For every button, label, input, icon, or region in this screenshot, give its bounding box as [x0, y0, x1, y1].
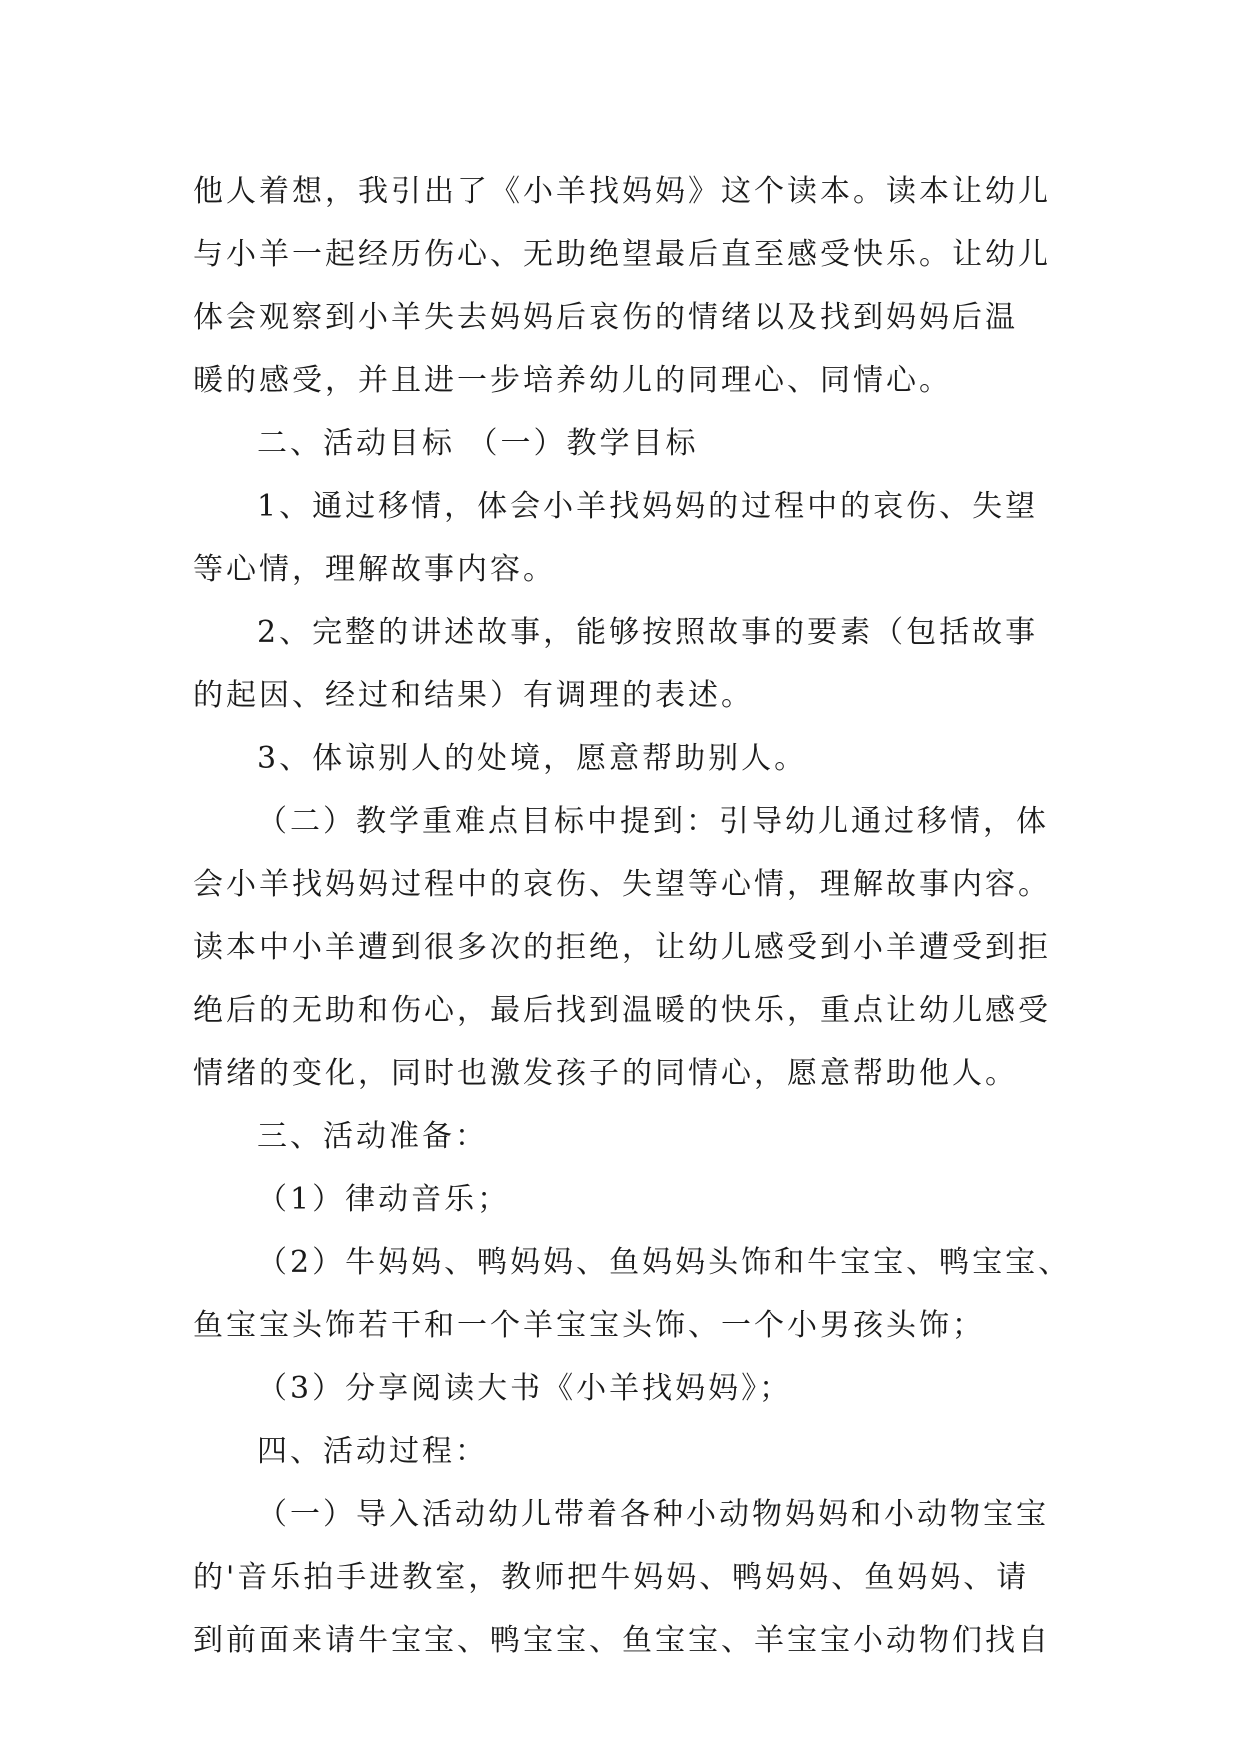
- text-line: 的起因、经过和结果）有调理的表述。: [193, 678, 754, 713]
- text-line: （2）牛妈妈、鸭妈妈、鱼妈妈头饰和牛宝宝、鸭宝宝、: [257, 1245, 1072, 1280]
- text-line: 等心情，理解故事内容。: [193, 552, 556, 587]
- text-line: 与小羊一起经历伤心、无助绝望最后直至感受快乐。让幼儿: [193, 237, 1051, 272]
- text-line: 绝后的无助和伤心，最后找到温暖的快乐，重点让幼儿感受: [193, 993, 1051, 1028]
- text-line: 3、体谅别人的处境，愿意帮助别人。: [257, 741, 808, 776]
- text-line: 情绪的变化，同时也激发孩子的同情心，愿意帮助他人。: [193, 1056, 1018, 1091]
- text-line: 2、完整的讲述故事，能够按照故事的要素（包括故事: [257, 615, 1039, 650]
- text-line: （3）分享阅读大书《小羊找妈妈》；: [257, 1371, 793, 1406]
- text-line: （二）教学重难点目标中提到：引导幼儿通过移情，体: [257, 804, 1049, 839]
- section-heading: 四、活动过程：: [257, 1434, 488, 1469]
- section-heading: 三、活动准备：: [257, 1119, 488, 1154]
- section-heading: 二、活动目标 （一）教学目标: [257, 426, 699, 461]
- text-line: 体会观察到小羊失去妈妈后哀伤的情绪以及找到妈妈后温: [193, 300, 1018, 335]
- text-line: 1、通过移情，体会小羊找妈妈的过程中的哀伤、失望: [257, 489, 1039, 524]
- text-line: 他人着想，我引出了《小羊找妈妈》这个读本。读本让幼儿: [193, 174, 1051, 209]
- text-line: 的'音乐拍手进教室，教师把牛妈妈、鸭妈妈、鱼妈妈、请: [193, 1560, 1030, 1595]
- text-line: （1）律动音乐；: [257, 1182, 511, 1217]
- text-line: （一）导入活动幼儿带着各种小动物妈妈和小动物宝宝: [257, 1497, 1049, 1532]
- document-body: [193, 160, 1072, 1672]
- text-line: 鱼宝宝头饰若干和一个羊宝宝头饰、一个小男孩头饰；: [193, 1308, 985, 1343]
- text-line: 会小羊找妈妈过程中的哀伤、失望等心情，理解故事内容。: [193, 867, 1051, 902]
- text-line: 暖的感受，并且进一步培养幼儿的同理心、同情心。: [193, 363, 952, 398]
- text-line: 到前面来请牛宝宝、鸭宝宝、鱼宝宝、羊宝宝小动物们找自: [193, 1623, 1051, 1658]
- text-line: 读本中小羊遭到很多次的拒绝，让幼儿感受到小羊遭受到拒: [193, 930, 1051, 965]
